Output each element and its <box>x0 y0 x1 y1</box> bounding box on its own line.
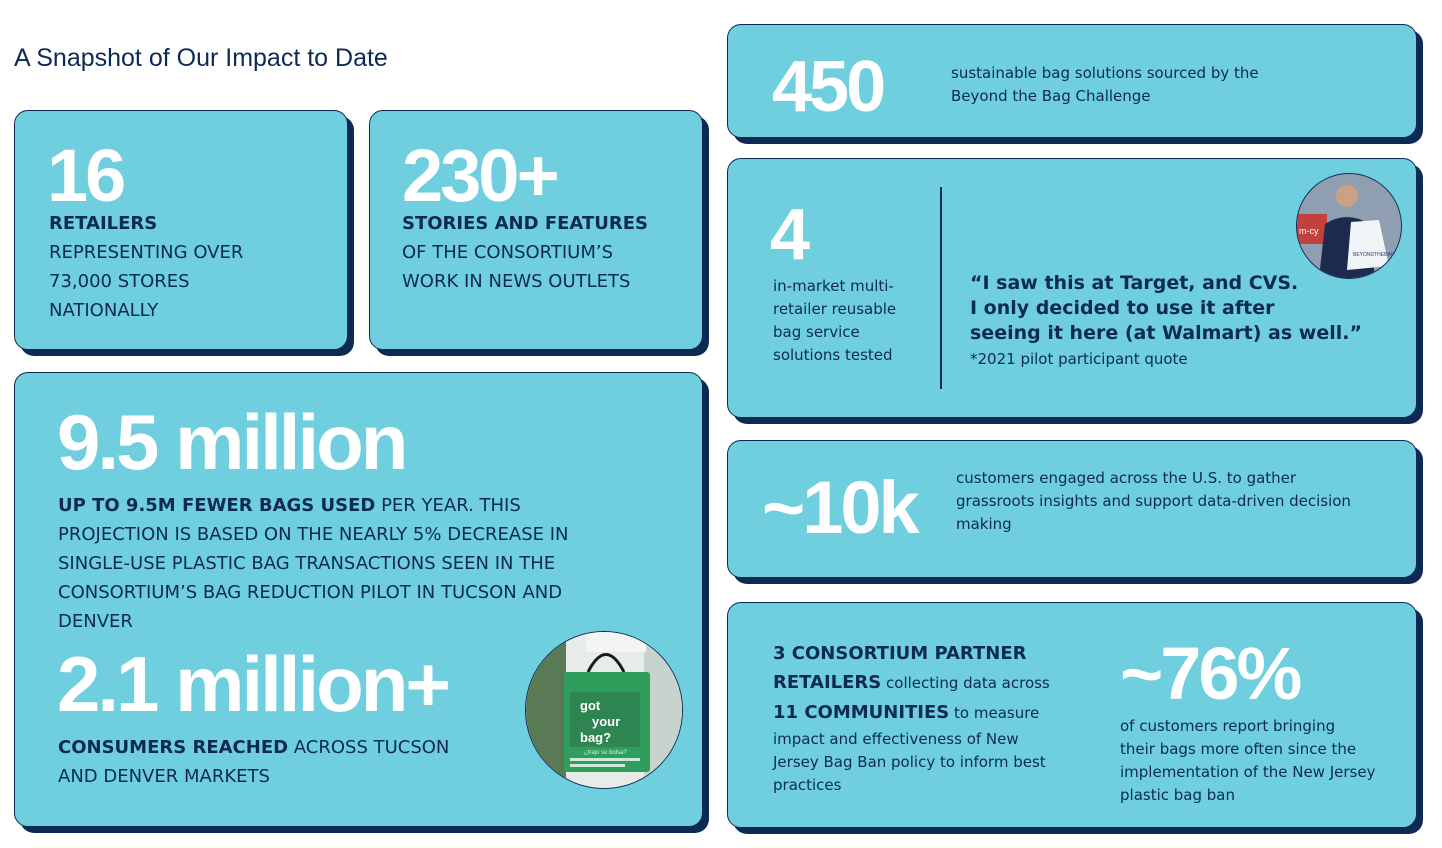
bag-text-got: got <box>580 698 601 713</box>
customers-line-3: making <box>956 515 1012 533</box>
pilot-line-2: retailer reusable <box>773 300 897 318</box>
tote-bag-illustration <box>526 632 682 788</box>
page-title: A Snapshot of Our Impact to Date <box>14 44 388 72</box>
new-jersey-bold-1: 3 CONSORTIUM PARTNER <box>773 643 1027 664</box>
pilot-quote-attribution: *2021 pilot participant quote <box>970 350 1188 368</box>
bags-reduced-line-1: PROJECTION IS BASED ON THE NEARLY 5% DECREASE IN <box>58 524 569 545</box>
pilot-quote-line-2: I only decided to use it after <box>970 297 1275 319</box>
new-jersey-line-communities <box>773 698 1093 728</box>
retailers-line-1: REPRESENTING OVER <box>49 242 244 263</box>
impact-card <box>14 372 703 827</box>
solutions-card <box>727 24 1417 138</box>
new-jersey-rest-2: collecting data across <box>881 674 1050 692</box>
customers-number: ~10k <box>762 466 917 549</box>
retailers-label: RETAILERS <box>49 213 158 234</box>
solutions-text <box>951 62 1259 108</box>
retailers-number: 16 <box>47 134 124 217</box>
solutions-number: 450 <box>772 47 884 127</box>
new-jersey-stat-line-4: plastic bag ban <box>1120 786 1235 804</box>
tote-bag-photo <box>525 631 683 789</box>
retailers-text <box>49 209 243 325</box>
pilot-quote-line-1: “I saw this at Target, and CVS. <box>970 272 1299 294</box>
solutions-line-2: Beyond the Bag Challenge <box>951 87 1151 105</box>
pilot-text <box>773 275 896 367</box>
store-sign-text: m-cy <box>1299 226 1319 236</box>
bags-reduced-line-3: CONSORTIUM’S BAG REDUCTION PILOT IN TUCSON AND <box>58 582 563 603</box>
pilot-quote <box>970 271 1362 346</box>
solutions-line-1: sustainable bag solutions sourced by the <box>951 64 1259 82</box>
new-jersey-bold-2: RETAILERS <box>773 672 882 693</box>
shopper-photo <box>1296 173 1402 279</box>
stories-text <box>402 209 648 296</box>
bags-reduced-number: 9.5 million <box>57 398 406 486</box>
bag-text-bag: bag? <box>580 730 612 745</box>
consumers-rest: ACROSS TUCSON <box>288 737 450 758</box>
new-jersey-bold-3: 11 COMMUNITIES <box>773 702 950 723</box>
customers-text <box>956 467 1351 536</box>
pilot-divider <box>940 187 942 389</box>
new-jersey-line-3: practices <box>773 776 842 794</box>
new-jersey-line-2: Jersey Bag Ban policy to inform best <box>773 753 1046 771</box>
pilot-line-4: solutions tested <box>773 346 893 364</box>
new-jersey-rest-3: to measure <box>949 704 1040 722</box>
bag-text-your: your <box>592 714 621 729</box>
new-jersey-card <box>727 602 1417 828</box>
tote-logo-text: BEYONDTHEBAG <box>1353 252 1395 258</box>
bags-reduced-bold: UP TO 9.5M FEWER BAGS USED <box>58 495 376 516</box>
new-jersey-stat-line-2: their bags more often since the <box>1120 740 1357 758</box>
new-jersey-stat-text <box>1120 715 1375 807</box>
pilot-line-1: in-market multi- <box>773 277 894 295</box>
new-jersey-number: ~76% <box>1120 632 1300 715</box>
retailers-card <box>14 110 348 350</box>
customers-card <box>727 440 1417 578</box>
customers-line-1: customers engaged across the U.S. to gather <box>956 469 1297 487</box>
customers-line-2: grassroots insights and support data-driven decision <box>956 492 1351 510</box>
bags-reduced-line-2: SINGLE-USE PLASTIC BAG TRANSACTIONS SEEN IN THE <box>58 553 556 574</box>
new-jersey-stat-line-3: implementation of the New Jersey <box>1120 763 1376 781</box>
stories-line-2: WORK IN NEWS OUTLETS <box>402 271 631 292</box>
consumers-line-2: AND DENVER MARKETS <box>58 766 270 787</box>
stories-line-1: OF THE CONSORTIUM’S <box>402 242 614 263</box>
consumers-bold: CONSUMERS REACHED <box>58 737 289 758</box>
stories-number: 230+ <box>402 134 557 217</box>
new-jersey-text <box>773 639 1093 797</box>
stories-label: STORIES AND FEATURES <box>402 213 648 234</box>
pilot-number: 4 <box>770 195 808 275</box>
retailers-line-2: 73,000 STORES <box>49 271 190 292</box>
bags-reduced-line-4: DENVER <box>58 611 133 632</box>
pilot-line-3: bag service <box>773 323 860 341</box>
shopper-illustration <box>1297 174 1401 278</box>
consumers-text <box>58 733 518 791</box>
bags-reduced-rest: PER YEAR. THIS <box>375 495 521 516</box>
retailers-line-3: NATIONALLY <box>49 300 159 321</box>
pilot-quote-line-3: seeing it here (at Walmart) as well.” <box>970 322 1362 344</box>
new-jersey-line-1: impact and effectiveness of New <box>773 730 1019 748</box>
consumers-number: 2.1 million+ <box>57 640 448 728</box>
pilot-card <box>727 158 1417 418</box>
stories-card <box>369 110 703 350</box>
new-jersey-stat-line-1: of customers report bringing <box>1120 717 1336 735</box>
bags-reduced-text <box>58 491 678 636</box>
bag-tagline: ¿trajo su bolsa? <box>584 750 627 756</box>
new-jersey-line-retailers <box>773 668 1093 698</box>
